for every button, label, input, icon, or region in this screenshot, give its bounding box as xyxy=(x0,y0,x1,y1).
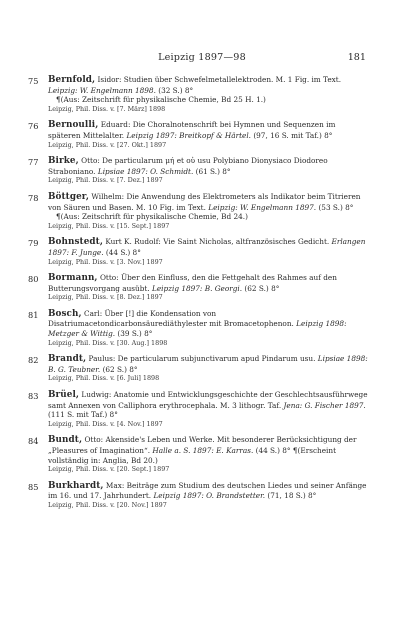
entry-dissertation: Leipzig, Phil. Diss. v. [6. Juli] 1898 xyxy=(48,374,160,383)
entry-number: 82 xyxy=(28,355,39,366)
entry-number: 75 xyxy=(28,76,39,86)
entry-85 xyxy=(28,481,370,510)
entry-title: Ludwig: Anatomie und Entwicklungsgeschichte der Geschlechtsausführwege samt Annexen von Calliphora erythrocephala. M. 3 lithogr. Taf. xyxy=(48,390,368,410)
entry-80 xyxy=(28,273,370,302)
entry-publisher: Leipzig 1897: B. Georgi. xyxy=(152,283,243,293)
bibliography-list xyxy=(28,75,370,517)
entry-number: 79 xyxy=(28,238,39,249)
entry-size: (53 S.) 8° xyxy=(318,202,354,212)
entry-82 xyxy=(28,354,370,383)
entry-note: ¶(Aus: Zeitschrift für physikalische Chemie, Bd 25 H. 1.) xyxy=(56,95,266,105)
author-surname: Bernoulli, xyxy=(48,120,99,131)
entry-number: 80 xyxy=(28,274,39,285)
entry-83 xyxy=(28,390,370,428)
entry-title: Max: Beiträge zum Studium des deutschen Liedes und seiner Anfänge im 16. und 17. Jahrhundert. xyxy=(48,480,367,501)
entry-number: 83 xyxy=(28,391,39,402)
entry-size: (44 S.) 8° ¶(Erscheint vollständig in: Anglia, Bd 20.) xyxy=(48,446,337,465)
entry-dissertation: Leipzig, Phil. Diss. v. [27. Okt.] 1897 xyxy=(48,140,167,149)
entry-77 xyxy=(28,156,370,185)
entry-dissertation: Leipzig, Phil. Diss. v. [8. Dez.] 1897 xyxy=(48,293,163,302)
author-surname: Brandt, xyxy=(48,354,87,365)
entry-size: (111 S. mit Taf.) 8° xyxy=(48,410,118,420)
page-header xyxy=(38,52,366,66)
entry-title: Isidor: Studien über Schwefelmetallelektroden. M. 1 Fig. im Text. xyxy=(97,75,342,84)
entry-title: Wilhelm: Die Anwendung des Elektrometers als Indikator beim Titrieren von Säuren und Basen. M. 10 Fig. im Text. xyxy=(48,191,361,212)
running-title: Leipzig 1897—98 xyxy=(158,52,246,63)
entry-publisher: Lipsiae 1897: O. Schmidt. xyxy=(97,166,194,176)
entry-dissertation: Leipzig, Phil. Diss. v. [4. Nov.] 1897 xyxy=(48,419,163,428)
author-surname: Brüel, xyxy=(48,390,80,401)
entry-size: (61 S.) 8° xyxy=(195,166,231,176)
entry-size: (44 S.) 8° xyxy=(105,247,141,257)
author-surname: Burkhardt, xyxy=(48,480,104,491)
entry-publisher: Halle a. S. 1897: E. Karras. xyxy=(152,446,254,455)
entry-number: 84 xyxy=(28,436,39,447)
entry-title: Kurt K. Rudolf: Vie Saint Nicholas, altfranzösisches Gedicht. xyxy=(105,237,330,247)
entry-size: (97, 16 S. mit Taf.) 8° xyxy=(253,130,333,140)
entry-title: Eduard: Die Choralnotenschrift bei Hymnen und Sequenzen im späteren Mittelalter. xyxy=(48,120,336,140)
entry-title: Carl: Über [!] die Kondensation von Disatriumacetondicarbonsäurediäthylester mit Bromacetophenon. xyxy=(48,308,294,329)
entry-dissertation: Leipzig, Phil. Diss. v. [30. Aug.] 1898 xyxy=(48,338,168,347)
entry-publisher: Lipsiae 1898: B. G. Teubner. xyxy=(48,354,368,374)
author-surname: Bohnstedt, xyxy=(48,237,103,248)
entry-size: (62 S.) 8° xyxy=(102,364,138,374)
entry-title: Paulus: De particularum subjunctivarum apud Pindarum usu. xyxy=(88,354,316,364)
entry-publisher: Leipzig 1898: Metzger & Wittig. xyxy=(48,319,347,339)
entry-76 xyxy=(28,120,370,149)
entry-78 xyxy=(28,192,370,230)
author-surname: Bernfold, xyxy=(48,75,96,85)
entry-84 xyxy=(28,435,370,473)
entry-dissertation: Leipzig, Phil. Diss. v. [7. März] 1898 xyxy=(48,104,166,113)
entry-publisher: Jena: G. Fischer 1897. xyxy=(283,400,366,410)
entry-dissertation: Leipzig, Phil. Diss. v. [3. Nov.] 1897 xyxy=(48,257,163,266)
entry-size: (71, 18 S.) 8° xyxy=(267,491,317,501)
entry-size: (62 S.) 8° xyxy=(244,283,280,293)
entry-size: (32 S.) 8° xyxy=(158,85,194,95)
page-number: 181 xyxy=(347,52,366,63)
author-surname: Birke, xyxy=(48,156,79,167)
entry-note: ¶(Aus: Zeitschrift für physikalische Chemie, Bd 24.) xyxy=(56,212,248,222)
entry-79 xyxy=(28,237,370,266)
entry-publisher: Leipzig 1897: Breitkopf & Härtel. xyxy=(126,130,251,140)
entry-dissertation: Leipzig, Phil. Diss. v. [20. Sept.] 1897 xyxy=(48,465,170,474)
author-surname: Bundt, xyxy=(48,435,83,446)
entry-publisher: Leipzig 1897: O. Brandstetter. xyxy=(153,491,266,501)
entry-75 xyxy=(28,75,370,113)
author-surname: Böttger, xyxy=(48,191,90,202)
author-surname: Bosch, xyxy=(48,308,82,319)
entry-title: Otto: Über den Einfluss, den die Fettgehalt des Rahmes auf den Butterungsvorgang ausübt. xyxy=(48,273,337,293)
entry-dissertation: Leipzig, Phil. Diss. v. [20. Nov.] 1897 xyxy=(48,500,167,509)
entry-number: 78 xyxy=(28,192,39,203)
entry-number: 85 xyxy=(28,481,39,492)
entry-publisher: Leipzig: W. Engelmann 1898. xyxy=(48,85,156,95)
entry-81 xyxy=(28,309,370,347)
entry-size: (39 S.) 8° xyxy=(117,329,153,339)
entry-number: 81 xyxy=(28,309,39,320)
entry-number: 76 xyxy=(28,121,39,132)
author-surname: Bormann, xyxy=(48,273,98,284)
entry-dissertation: Leipzig, Phil. Diss. v. [15. Sept.] 1897 xyxy=(48,221,170,230)
entry-number: 77 xyxy=(28,157,39,168)
entry-publisher: Leipzig: W. Engelmann 1897. xyxy=(208,202,317,212)
entry-title: Otto: Akenside's Leben und Werke. Mit besonderer Berücksichtigung der „Pleasures of Imagination“. xyxy=(48,435,357,455)
entry-title: Otto: De particularum μή et οὐ usu Polybiano Dionysiaco Diodoreo Straboniano. xyxy=(48,156,328,176)
entry-dissertation: Leipzig, Phil. Diss. v. [7. Dez.] 1897 xyxy=(48,176,163,185)
entry-publisher: Erlangen 1897: F. Junge. xyxy=(48,237,366,257)
